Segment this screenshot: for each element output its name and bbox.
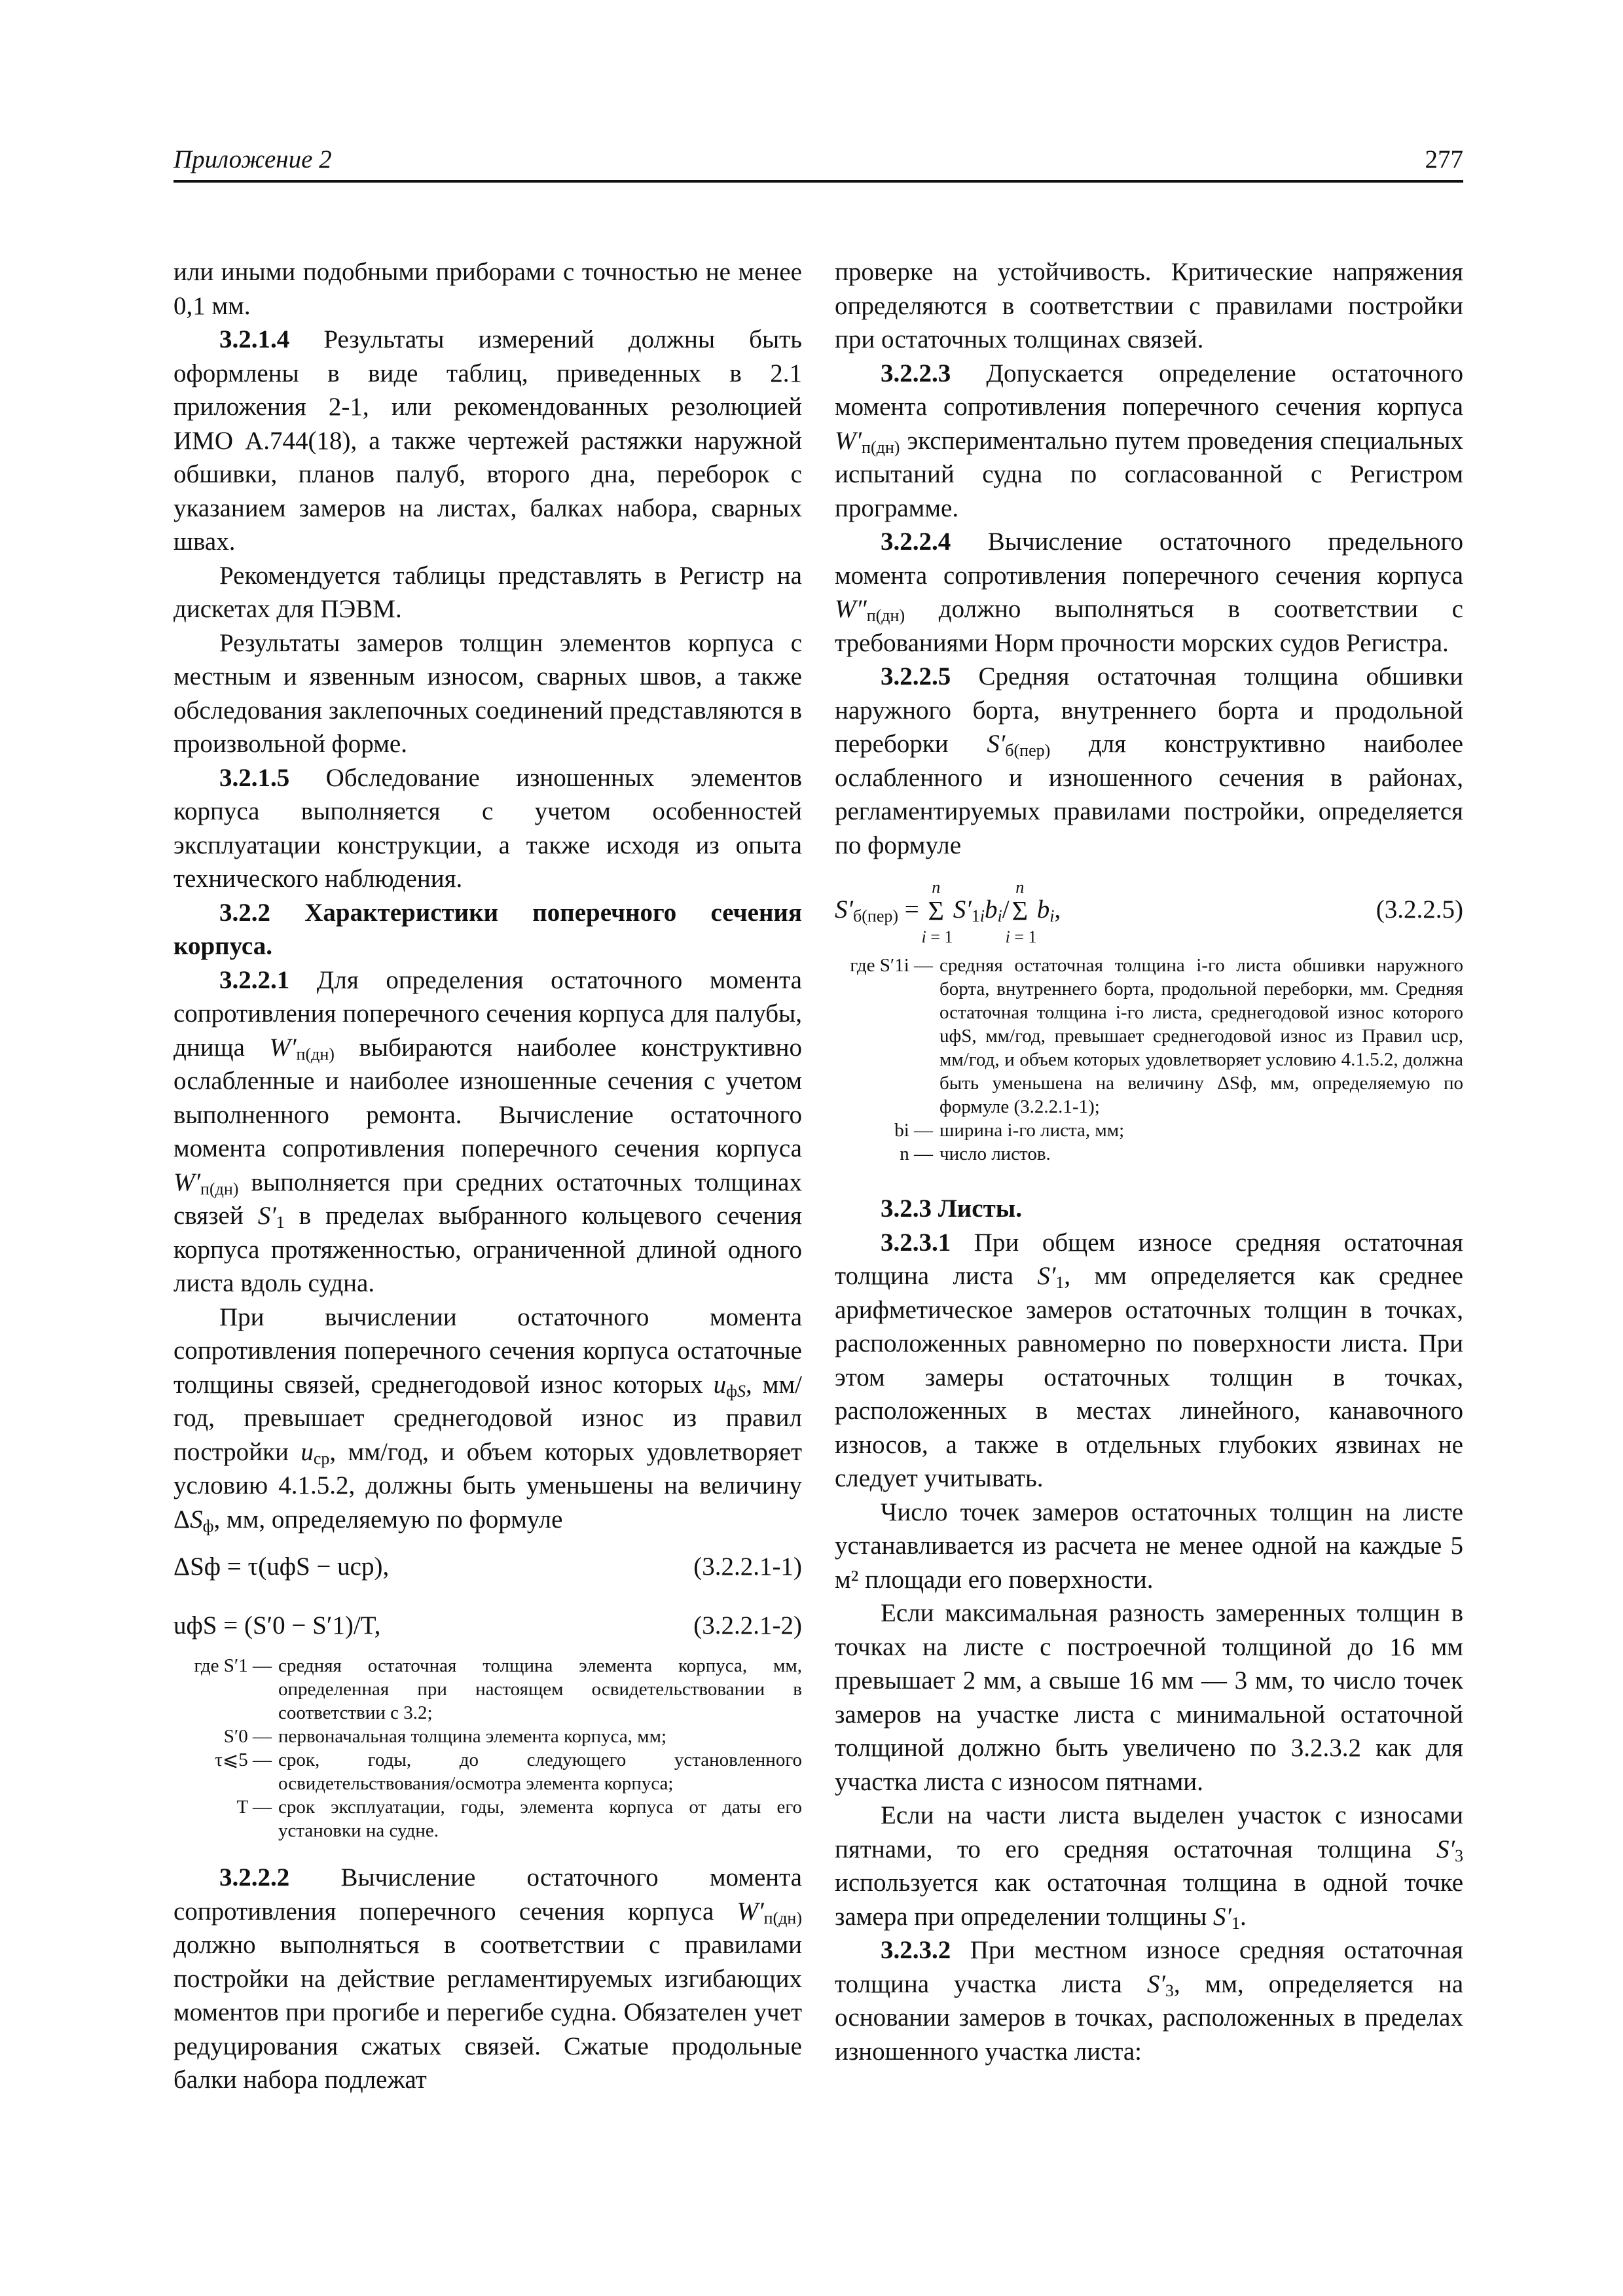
paragraph: При вычислении остаточного момента сопротивления поперечного сечения корпуса остаточные толщины связей, среднегодовой износ которых $u_{фS}$, мм/год, превышает среднегодовой износ из правил постройки $u_{ср}$, мм/год, и объем которых удовлетворяет условию 4.1.5.2, должны быть уменьшены на величину $\Delta S_ф$, мм, определяемую по формуле — [173, 1302, 802, 1535]
formula-3-2-2-5: $S'_{б(пер)}$ = n Σ i = 1 $S'_{1i}b_i/$ n Σ i = 1 $b_i$, (3.2.2.5) — [835, 878, 1463, 947]
paragraph-3-2-2-1: 3.2.2.1 Для определения остаточного момента сопротивления поперечного сечения корпуса для палубы, днища $W'_{п(дн)}$ выбираются наиболее конструктивно ослабленные и наиболее изношенные сечения с учетом выполненного ремонта. Вычисление остаточного момента сопротивления поперечного сечения корпуса $W'_{п(дн)}$ выполняется при средних остаточных толщинах связей $S'_1$ в пределах выбранного кольцевого сечения корпуса протяженностью, ограниченной длиной одного листа вдоль судна. — [173, 965, 802, 1297]
section-number: 3.2.1.5 — [219, 763, 290, 792]
paragraph-3-2-3-1: 3.2.3.1 При общем износе средняя остаточная толщина листа $S'_1$, мм определяется как среднее арифметическое замеров остаточных толщин в точках, расположенных равномерно по поверхности листа. При этом замеры остаточных толщин в точках, расположенных в местах линейного, канавочного износов, а также в отдельных глубоких язвинах не следует учитывать. — [835, 1228, 1463, 1492]
page-number: 277 — [1425, 145, 1463, 173]
header-title: Приложение 2 — [173, 145, 332, 173]
section-heading-3-2-3: 3.2.3 Листы. — [881, 1194, 1022, 1223]
right-column — [835, 255, 1463, 2068]
formula-number: (3.2.2.5) — [1376, 895, 1463, 924]
formula-3-2-2-1-1: ΔSф = τ(uфS − uср), (3.2.2.1-1) — [173, 1552, 802, 1581]
paragraph: проверке на устойчивость. Критические напряжения определяются в соответствии с правилами постройки при остаточных толщинах связей. — [835, 258, 1463, 353]
paragraph: или иными подобными приборами с точностью не менее 0,1 мм. — [173, 258, 802, 320]
left-column — [173, 255, 802, 2097]
paragraph: Рекомендуется таблицы представлять в Регистр на дискетах для ПЭВМ. — [173, 561, 802, 623]
section-number: 3.2.2.3 — [881, 359, 951, 387]
section-number: 3.2.3.1 — [881, 1228, 951, 1257]
formula-number: (3.2.2.1-1) — [693, 1552, 802, 1581]
section-number: 3.2.3.2 — [881, 1936, 951, 1964]
paragraph-3-2-2-3: 3.2.2.3 Допускается определение остаточного момента сопротивления поперечного сечения корпуса $W'_{п(дн)}$ экспериментально путем проведения специальных испытаний судна по согласованной с Регистром программе. — [835, 359, 1463, 522]
section-number: 3.2.2.2 — [219, 1863, 290, 1892]
section-number: 3.2.2.4 — [881, 528, 951, 556]
section-number: 3.2.2.1 — [219, 965, 290, 994]
paragraph: Число точек замеров остаточных толщин на листе устанавливается из расчета не менее одной на каждые 5 м² площади его поверхности. — [835, 1498, 1463, 1594]
formula-legend: где S′1i — средняя остаточная толщина i-го листа обшивки наружного борта, внутреннего борта, продольной переборки, мм. Средняя остаточная толщина i-го листа, среднегодовой износ которого uфS, мм/год, превышает среднегодовой износ из Правил uср, мм/год, и объем которых удовлетворяет условию 4.1.5.2, должна быть уменьшена на величину ΔSф, мм, определяемую по формуле (3.2.2.1-1); bi — ширина i-го листа, мм; n — число листов. — [850, 955, 1463, 1164]
paragraph-3-2-2-2: 3.2.2.2 Вычисление остаточного момента сопротивления поперечного сечения корпуса $W'_{п(дн)}$ должно выполняться в соответствии с правилами постройки на действие регламентируемых изгибающих моментов при прогибе и перегибе судна. Обязателен учет редуцирования сжатых связей. Сжатые продольные балки набора подлежат — [173, 1863, 802, 2094]
paragraph-3-2-2-5: 3.2.2.5 Средняя остаточная толщина обшивки наружного борта, внутреннего борта и продольной переборки $S'_{б(пер)}$ для конструктивно наиболее ослабленного и изношенного сечения в районах, регламентируемых правилами постройки, определяется по формуле — [835, 662, 1463, 859]
paragraph-3-2-3-2: 3.2.3.2 При местном износе средняя остаточная толщина участка листа $S'_3$, мм, определяется на основании замеров в точках, расположенных в пределах изношенного участка листа: — [835, 1936, 1464, 2066]
formula-legend: где S′1 — средняя остаточная толщина элемента корпуса, мм, определенная при настоящем освидетельствовании в соответствии с 3.2; S′0 — первоначальная толщина элемента корпуса, мм; τ⩽5 — срок, годы, до следующего установленного освидетельствования/осмотра элемента корпуса; T — срок эксплуатации, годы, элемента корпуса от даты его установки на судне. — [194, 1655, 802, 1841]
section-heading-3-2-2: 3.2.2 Характеристики поперечного сечения корпуса. — [173, 898, 802, 960]
paragraph-3-2-1-4: 3.2.1.4 Результаты измерений должны быть оформлены в виде таблиц, приведенных в 2.1 приложения 2-1, или рекомендованных резолюцией ИМО А.744(18), а также чертежей растяжки наружной обшивки, планов палуб, второго дна, переборок с указанием замеров на листах, балках набора, сварных швах. — [173, 325, 802, 556]
paragraph: Результаты замеров толщин элементов корпуса с местным и язвенным износом, сварных швов, а также обследования заклепочных соединений представляются в произвольной форме. — [173, 628, 802, 758]
formula-number: (3.2.2.1-2) — [693, 1611, 802, 1640]
paragraph: Если максимальная разность замеренных толщин в точках на листе с построечной толщиной до 16 мм превышает 2 мм, а свыше 16 мм — 3 мм, то число точек замеров на участке листа с минимальной остаточной толщиной должно быть увеличено по 3.2.3.2 как для участка листа с износом пятнами. — [835, 1599, 1463, 1796]
formula-3-2-2-1-2: uфS = (S′0 − S′1)/T, (3.2.2.1-2) — [173, 1611, 802, 1640]
page-header — [173, 141, 1463, 183]
paragraph: Если на части листа выделен участок с износами пятнами, то его средняя остаточная толщина $S'_3$ используется как остаточная толщина в одной точке замера при определении толщины $S'_1$. — [835, 1801, 1463, 1933]
section-number: 3.2.2.5 — [881, 662, 951, 691]
paragraph-3-2-1-5: 3.2.1.5 Обследование изношенных элементов корпуса выполняется с учетом особенностей эксплуатации конструкции, а также исходя из опыта технического наблюдения. — [173, 763, 802, 893]
paragraph-3-2-2-4: 3.2.2.4 Вычисление остаточного предельного момента сопротивления поперечного сечения корпуса $W''_{п(дн)}$ должно выполняться в соответствии с требованиями Норм прочности морских судов Регистра. — [835, 528, 1463, 657]
section-number: 3.2.1.4 — [219, 325, 290, 353]
